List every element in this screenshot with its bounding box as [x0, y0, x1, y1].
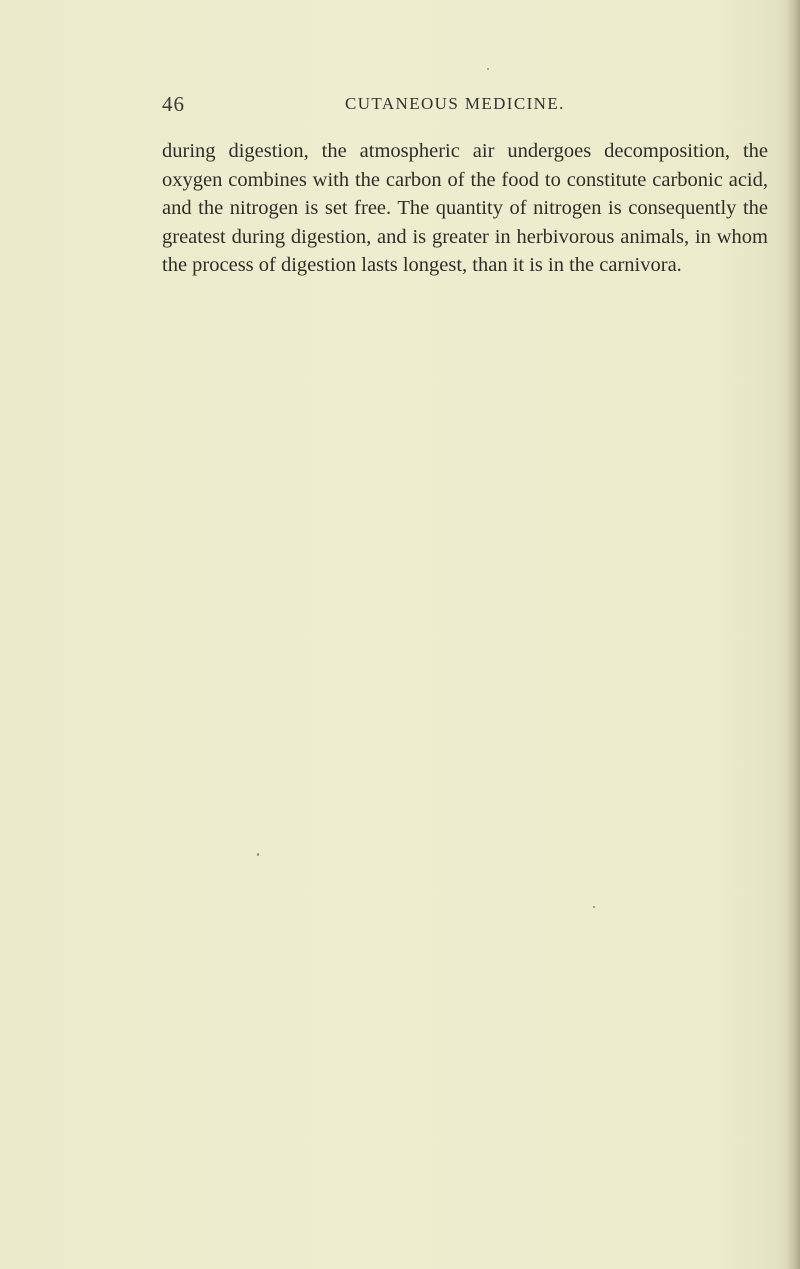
paragraph: during digestion, the atmospheric air undergoes decomposition, the oxygen combines with the carbon of the food to constitute carbonic acid, and the nitrogen is set free. The quantity of nitrogen is consequently the greatest during digestion, and is greater in herbivorous animals, in whom the process of digestion lasts longest, than it is in the carnivora.	[162, 140, 768, 277]
running-head	[162, 92, 776, 120]
paper-speck	[593, 906, 595, 908]
page-edge-shadow	[786, 0, 800, 1269]
page-number: 46	[162, 92, 185, 116]
body-text	[162, 137, 768, 280]
paper-speck	[487, 68, 489, 70]
running-title: CUTANEOUS MEDICINE.	[345, 94, 565, 113]
paper-speck	[257, 853, 259, 856]
